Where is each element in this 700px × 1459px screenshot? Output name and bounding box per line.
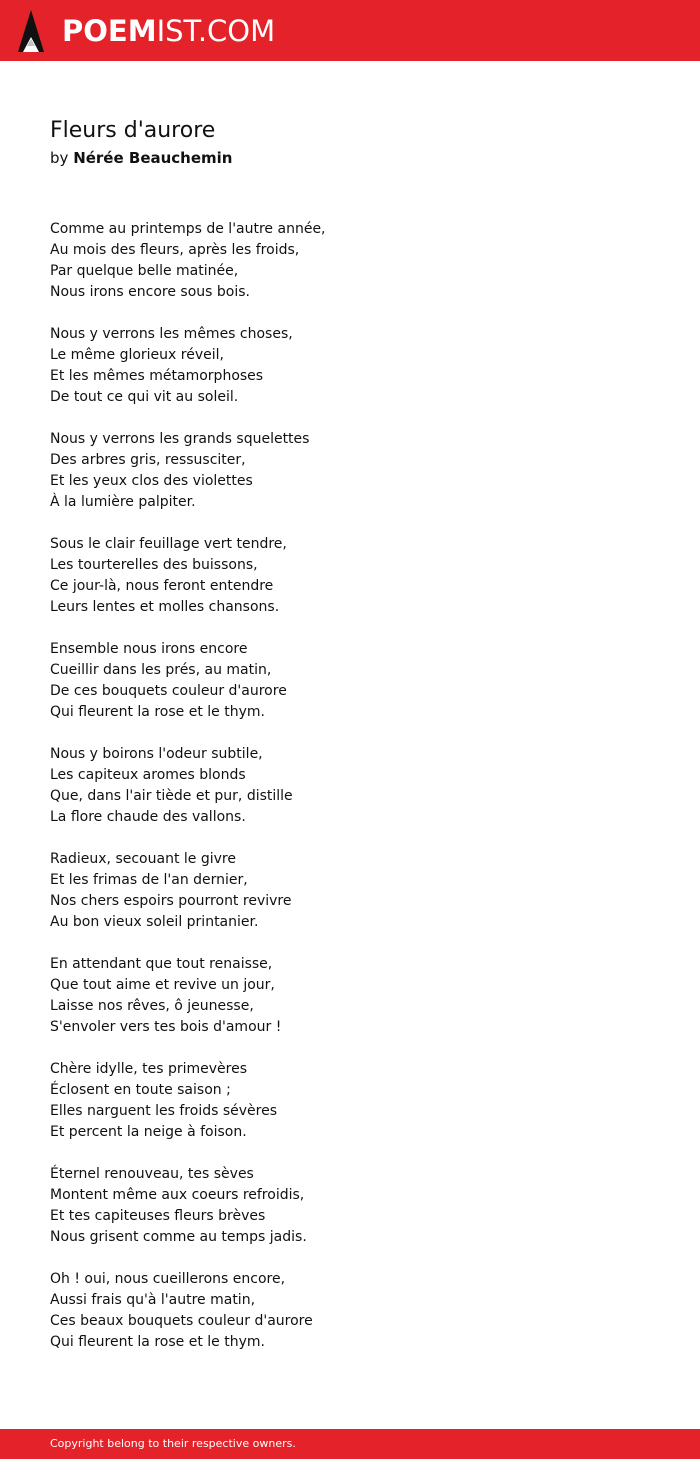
poem-line: Les tourterelles des buissons, bbox=[50, 557, 258, 573]
poem-line: Et les mêmes métamorphoses bbox=[50, 368, 264, 384]
poem-line: Qui fleurent la rose et le thym. bbox=[50, 1334, 265, 1350]
poem-line: Les capiteux aromes blonds bbox=[50, 767, 246, 783]
poem-line: Chère idylle, tes primevères bbox=[50, 1061, 248, 1077]
poem-line: Et les yeux clos des violettes bbox=[50, 473, 253, 489]
poem-line: Au mois des fleurs, après les froids, bbox=[50, 242, 300, 258]
poem-line: Cueillir dans les prés, au matin, bbox=[50, 662, 272, 678]
poem-body bbox=[50, 219, 650, 1374]
poem-line: Qui fleurent la rose et le thym. bbox=[50, 704, 265, 720]
poem-line: Et percent la neige à foison. bbox=[50, 1124, 247, 1140]
author-name: Nérée Beauchemin bbox=[73, 149, 233, 167]
poem-line: Éclosent en toute saison ; bbox=[50, 1082, 231, 1098]
pencil-icon bbox=[18, 10, 44, 52]
poem-line: Au bon vieux soleil printanier. bbox=[50, 914, 259, 930]
poem-line: Comme au printemps de l'autre année, bbox=[50, 221, 326, 237]
poem-line: Et tes capiteuses fleurs brèves bbox=[50, 1208, 266, 1224]
poem-line: Nous y boirons l'odeur subtile, bbox=[50, 746, 263, 762]
poem-line: Nous y verrons les mêmes choses, bbox=[50, 326, 293, 342]
poem-line: S'envoler vers tes bois d'amour ! bbox=[50, 1019, 282, 1035]
footer-bar bbox=[0, 1429, 700, 1459]
poem-line: Oh ! oui, nous cueillerons encore, bbox=[50, 1271, 286, 1287]
poem-line: Et les frimas de l'an dernier, bbox=[50, 872, 248, 888]
poem-line: Sous le clair feuillage vert tendre, bbox=[50, 536, 287, 552]
by-label: by bbox=[50, 149, 69, 167]
stanza bbox=[50, 1059, 650, 1143]
poem-line: Que, dans l'air tiède et pur, distille bbox=[50, 788, 293, 804]
poem-line: Des arbres gris, ressusciter, bbox=[50, 452, 246, 468]
poem-line: Leurs lentes et molles chansons. bbox=[50, 599, 280, 615]
stanza bbox=[50, 1164, 650, 1248]
logo-light-text: IST.COM bbox=[156, 13, 276, 48]
poem-line: Nous grisent comme au temps jadis. bbox=[50, 1229, 307, 1245]
copyright-text: Copyright belong to their respective owners. bbox=[50, 1437, 296, 1450]
stanza bbox=[50, 954, 650, 1038]
header-bar bbox=[0, 0, 700, 61]
poem-line: Nous irons encore sous bois. bbox=[50, 284, 250, 300]
poem-line: Aussi frais qu'à l'autre matin, bbox=[50, 1292, 256, 1308]
poem-line: La flore chaude des vallons. bbox=[50, 809, 246, 825]
stanza bbox=[50, 219, 650, 303]
byline bbox=[50, 148, 650, 168]
stanza bbox=[50, 429, 650, 513]
stanza bbox=[50, 639, 650, 723]
stanza bbox=[50, 849, 650, 933]
stanza bbox=[50, 1269, 650, 1353]
poem-line: Que tout aime et revive un jour, bbox=[50, 977, 275, 993]
poem-line: Radieux, secouant le givre bbox=[50, 851, 236, 867]
poem-title: Fleurs d'aurore bbox=[50, 118, 216, 143]
stanza bbox=[50, 744, 650, 828]
poem-line: En attendant que tout renaisse, bbox=[50, 956, 273, 972]
poem-line: Nos chers espoirs pourront revivre bbox=[50, 893, 292, 909]
poem-line: De tout ce qui vit au soleil. bbox=[50, 389, 239, 405]
poem-line: Ce jour-là, nous feront entendre bbox=[50, 578, 274, 594]
poem-line: Le même glorieux réveil, bbox=[50, 347, 224, 363]
poem-line: Montent même aux coeurs refroidis, bbox=[50, 1187, 305, 1203]
poem-line: À la lumière palpiter. bbox=[50, 494, 196, 510]
stanza bbox=[50, 324, 650, 408]
poem-line: Éternel renouveau, tes sèves bbox=[50, 1166, 254, 1182]
poem-line: De ces bouquets couleur d'aurore bbox=[50, 683, 287, 699]
poem-line: Ces beaux bouquets couleur d'aurore bbox=[50, 1313, 313, 1329]
stanza bbox=[50, 534, 650, 618]
poem-line: Laisse nos rêves, ô jeunesse, bbox=[50, 998, 254, 1014]
poem-line: Elles narguent les froids sévères bbox=[50, 1103, 278, 1119]
poem-line: Nous y verrons les grands squelettes bbox=[50, 431, 310, 447]
poem-heading bbox=[50, 116, 650, 168]
logo-bold-text: POEM bbox=[62, 13, 157, 48]
poem-line: Ensemble nous irons encore bbox=[50, 641, 248, 657]
site-logo[interactable] bbox=[18, 10, 275, 52]
poem-line: Par quelque belle matinée, bbox=[50, 263, 239, 279]
site-logo-text bbox=[62, 13, 276, 48]
